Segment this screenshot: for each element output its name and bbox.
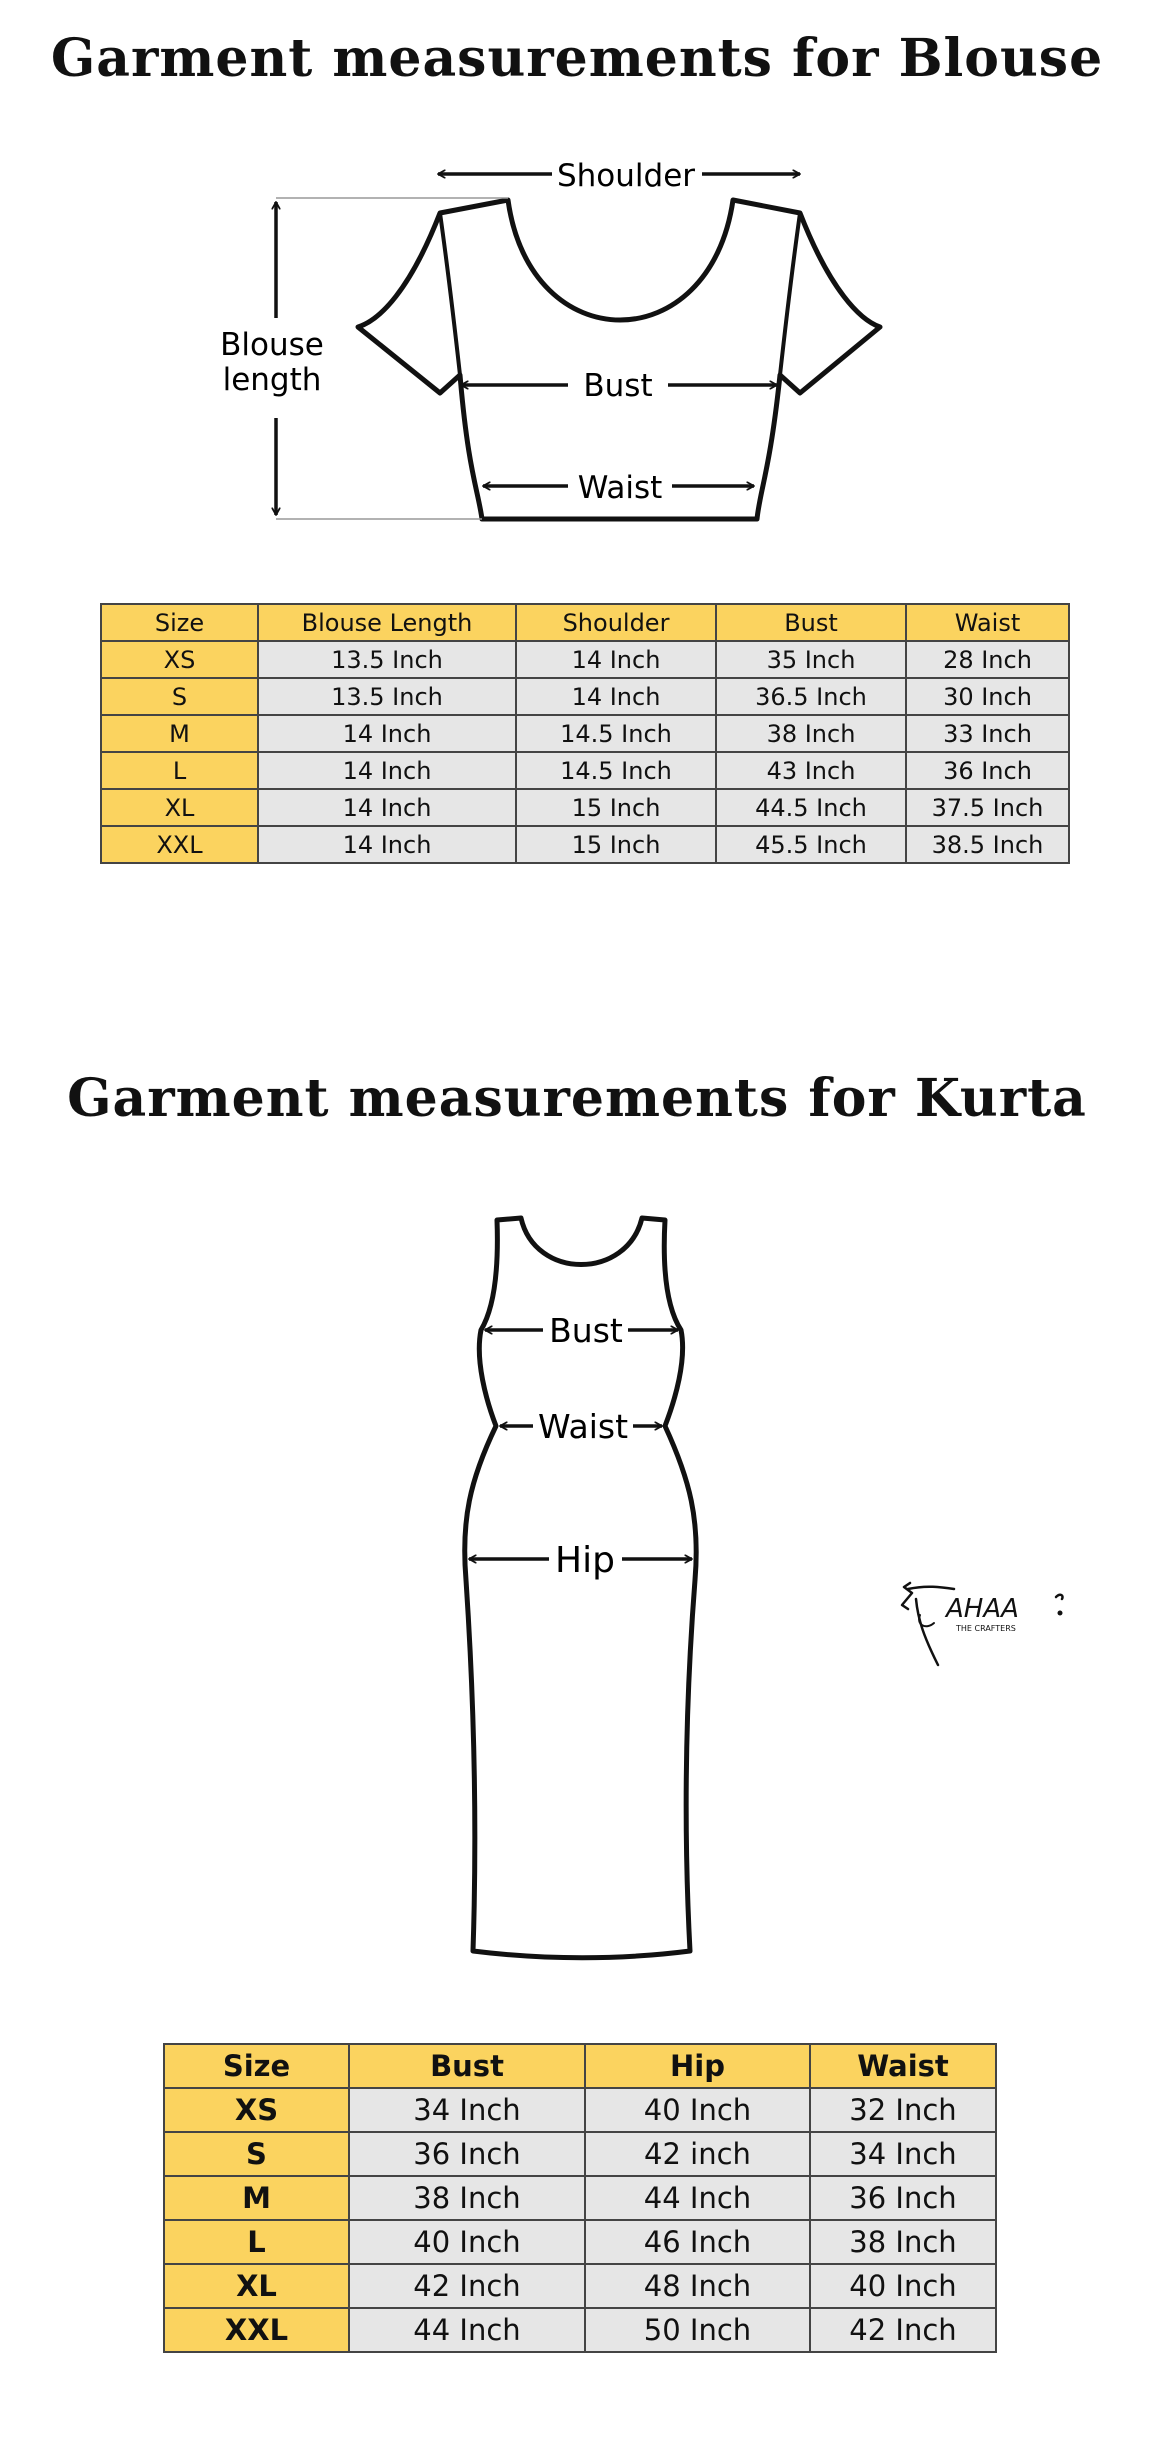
size-cell: XL [164,2264,349,2308]
size-cell: XS [164,2088,349,2132]
table-cell: 40 Inch [349,2220,585,2264]
table-row [101,789,1069,826]
table-cell: 14.5 Inch [516,752,716,789]
table-cell: 36 Inch [349,2132,585,2176]
table-cell: 14 Inch [258,789,516,826]
table-cell: 48 Inch [585,2264,810,2308]
size-cell: M [164,2176,349,2220]
bust-label: Bust [583,368,653,404]
table-cell: 34 Inch [349,2088,585,2132]
table-row [101,826,1069,863]
waist-label: Waist [577,470,663,506]
table-row [101,715,1069,752]
table-cell: 38 Inch [349,2176,585,2220]
table-cell: 38.5 Inch [906,826,1069,863]
shoulder-label: Shoulder [556,158,696,194]
table-cell: 28 Inch [906,641,1069,678]
size-cell: L [164,2220,349,2264]
kurta-section-title: Garment measurements for Kurta [67,1068,1087,1129]
column-header: Waist [906,604,1069,641]
blouse-size-table [100,603,1070,864]
table-cell: 14 Inch [258,752,516,789]
table-cell: 42 inch [585,2132,810,2176]
table-cell: 44 Inch [585,2176,810,2220]
column-header: Bust [716,604,906,641]
table-row [164,2132,996,2176]
size-cell: L [101,752,258,789]
table-cell: 40 Inch [585,2088,810,2132]
table-cell: 38 Inch [716,715,906,752]
table-cell: 45.5 Inch [716,826,906,863]
column-header: Bust [349,2044,585,2088]
table-cell: 40 Inch [810,2264,996,2308]
table-cell: 14 Inch [258,826,516,863]
table-cell: 14 Inch [516,641,716,678]
table-cell: 43 Inch [716,752,906,789]
table-cell: 14 Inch [516,678,716,715]
table-cell: 44.5 Inch [716,789,906,826]
kurta-size-table [163,2043,997,2353]
table-row [101,752,1069,789]
table-cell: 14 Inch [258,715,516,752]
size-cell: S [164,2132,349,2176]
table-cell: 35 Inch [716,641,906,678]
column-header: Size [164,2044,349,2088]
table-cell: 13.5 Inch [258,678,516,715]
table-cell: 36 Inch [810,2176,996,2220]
table-cell: 36 Inch [906,752,1069,789]
column-header: Hip [585,2044,810,2088]
table-cell: 15 Inch [516,789,716,826]
brand-logo [896,1575,1076,1675]
table-row [164,2088,996,2132]
table-row [164,2308,996,2352]
length-label-line1: Blouse [220,327,324,363]
table-row [101,678,1069,715]
table-header-row [164,2044,996,2088]
size-cell: M [101,715,258,752]
table-cell: 33 Inch [906,715,1069,752]
table-cell: 42 Inch [810,2308,996,2352]
table-row [101,641,1069,678]
column-header: Shoulder [516,604,716,641]
size-cell: XXL [164,2308,349,2352]
column-header: Size [101,604,258,641]
table-cell: 38 Inch [810,2220,996,2264]
size-cell: XXL [101,826,258,863]
table-row [164,2220,996,2264]
svg-text:THE CRAFTERS: THE CRAFTERS [956,1624,1016,1633]
blouse-diagram [0,150,1154,530]
table-cell: 46 Inch [585,2220,810,2264]
table-row [164,2264,996,2308]
table-cell: 15 Inch [516,826,716,863]
blouse-section-title: Garment measurements for Blouse [50,28,1104,89]
size-cell: S [101,678,258,715]
column-header: Waist [810,2044,996,2088]
table-cell: 42 Inch [349,2264,585,2308]
table-cell: 32 Inch [810,2088,996,2132]
table-cell: 14.5 Inch [516,715,716,752]
table-cell: 30 Inch [906,678,1069,715]
column-header: Blouse Length [258,604,516,641]
table-header-row [101,604,1069,641]
table-cell: 36.5 Inch [716,678,906,715]
table-cell: 44 Inch [349,2308,585,2352]
table-cell: 34 Inch [810,2132,996,2176]
table-cell: 50 Inch [585,2308,810,2352]
length-label-line2: length [222,362,322,398]
kurta-hip-label: Hip [555,1540,615,1581]
kurta-waist-label: Waist [537,1407,629,1446]
kurta-bust-label: Bust [549,1311,623,1350]
size-cell: XS [101,641,258,678]
table-row [164,2176,996,2220]
svg-text:AHAA: AHAA [946,1594,1019,1624]
size-cell: XL [101,789,258,826]
table-cell: 37.5 Inch [906,789,1069,826]
table-cell: 13.5 Inch [258,641,516,678]
